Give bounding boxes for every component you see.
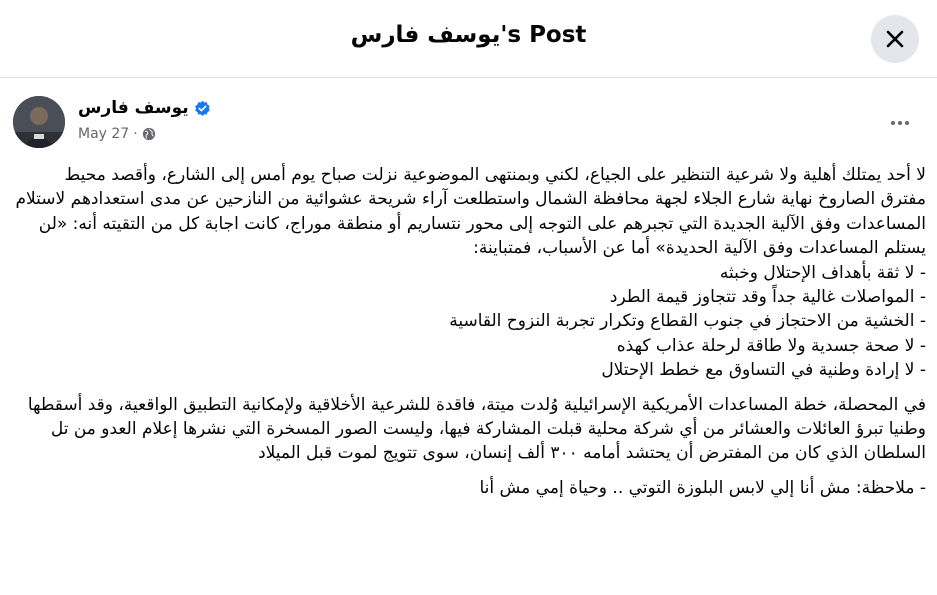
post-card	[0, 79, 937, 595]
author-avatar[interactable]	[13, 96, 65, 148]
post-meta	[78, 126, 156, 142]
more-options-icon-dot	[898, 121, 902, 125]
close-button[interactable]	[871, 15, 919, 63]
bullet-item: - لا إرادة وطنية في التساوق مع خطط الإحتلال	[601, 360, 926, 381]
verified-badge-icon	[194, 100, 211, 117]
avatar-image	[13, 96, 65, 148]
modal-header	[0, 0, 937, 78]
globe-icon[interactable]	[142, 127, 156, 141]
author-name-row	[78, 98, 211, 118]
bullet-item: - المواصلات غالية جداً وقد تتجاوز قيمة الطرد	[609, 287, 926, 308]
author-name[interactable]: يوسف فارس	[78, 98, 189, 118]
post-intro: لا أحد يمتلك أهلية ولا شرعية التنظير على الجياع، لكني وبمنتهى الموضوعية نزلت صباح يوم أمس إلى الشارع، وأقصد محيط مفترق الصاروخ نهاية شارع الجلاء لجهة محافظة الشمال واستطلعت آراء شريحة عشوائية من النازحين عن مدى استعدادهم لاستلام المساعدات وفق الآلية الجديدة التي تجبرهم على التوجه إلى محور نتساريم أو منطقة موراج، كانت اجابة كل من التقيته أنه: «لن يستلم المساعدات وفق الآلية الحديدة» أما عن الأسباب، فمتباينة:	[15, 165, 926, 259]
post-date[interactable]: May 27	[78, 126, 130, 142]
bullet-item: - لا ثقة بأهداف الإحتلال وخبثه	[719, 262, 926, 283]
post-conclusion: في المحصلة، خطة المساعدات الأمريكية الإسرائيلية وُلدت ميتة، فاقدة للشرعية الأخلاقية ولإمكانية التطبيق الواقعية، وقد أسقطها وطنيا تبرؤ العائلات والعشائر من أي شركة محلية قبلت المشاركة فيها، وليست الصور المسخرة التي نشرها إعلام العدو من تل السلطان الذي كان من المفترض أن يحتشد أمامه ٣٠٠ ألف إنسان، سوى تتويج لموت قبل الميلاد	[27, 394, 926, 464]
post-text	[14, 163, 926, 500]
post-note: - ملاحظة: مش أنا إلي لابس البلوزة التوتي .. وحياة إمي مش أنا	[479, 477, 926, 498]
bullet-item: - الخشية من الاحتجاز في جنوب القطاع وتكرار تجربة النزوح القاسية	[449, 311, 926, 332]
more-options-icon-dot	[891, 121, 895, 125]
bullet-item: - لا صحة جسدية ولا طاقة لرحلة عذاب كهذه	[616, 335, 926, 356]
more-options-button[interactable]	[880, 107, 920, 139]
modal-title: يوسف فارس's Post	[350, 22, 587, 48]
more-options-icon-dot	[905, 121, 909, 125]
meta-separator: ·	[133, 126, 138, 142]
close-icon	[885, 29, 905, 49]
